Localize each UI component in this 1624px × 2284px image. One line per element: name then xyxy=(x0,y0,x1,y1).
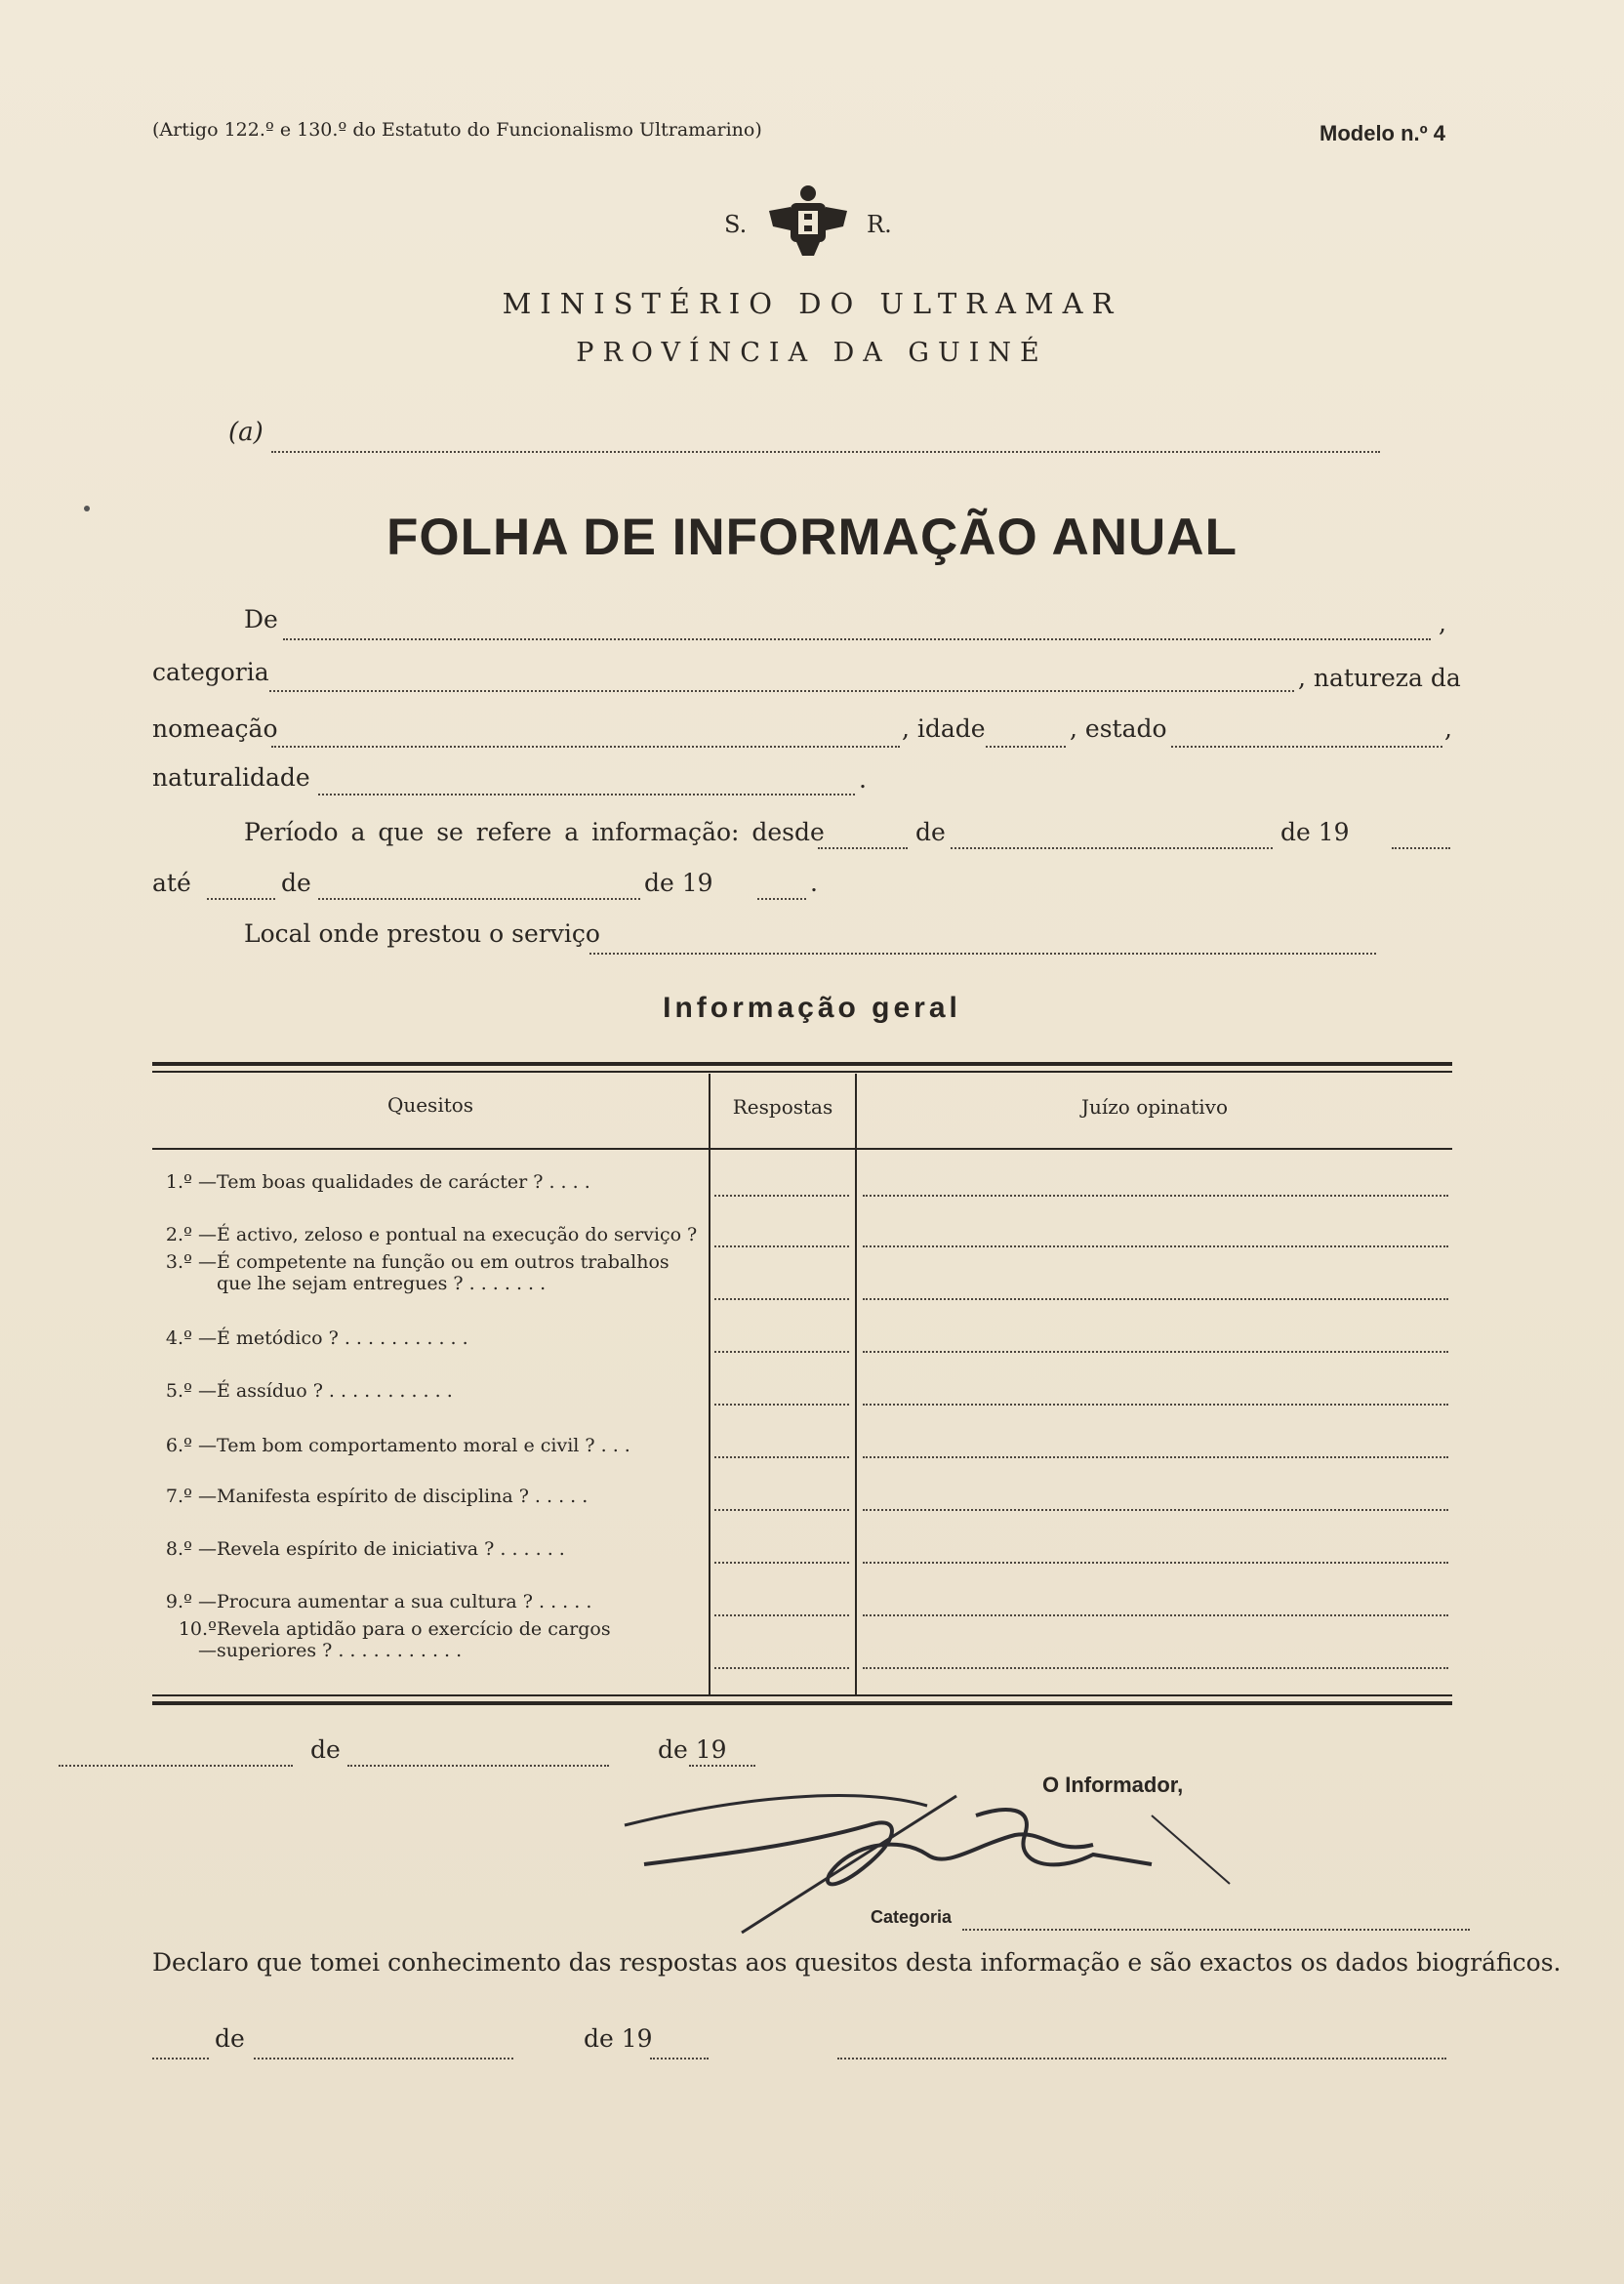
judgement-line[interactable] xyxy=(863,1509,1448,1511)
judgement-line[interactable] xyxy=(863,1245,1448,1247)
question-row xyxy=(160,1251,709,1294)
de-word: de xyxy=(915,818,946,846)
table-rule xyxy=(152,1694,1452,1696)
employee-signature-line[interactable] xyxy=(837,2058,1446,2060)
local-label: Local onde prestou o serviço xyxy=(244,919,600,948)
year-prefix: de 19 xyxy=(658,1735,727,1764)
question-row xyxy=(160,1327,709,1349)
answer-line[interactable] xyxy=(714,1245,849,1247)
periodo-month-line[interactable] xyxy=(951,847,1273,849)
coat-of-arms-icon xyxy=(761,182,855,264)
answer-line[interactable] xyxy=(714,1456,849,1458)
estado-label: , estado xyxy=(1070,714,1167,743)
question-text: É competente na função ou em outros trabalhos que lhe sejam entregues ? . . . . . . . xyxy=(217,1251,670,1294)
question-row xyxy=(160,1618,709,1661)
sr-right: R. xyxy=(867,211,892,238)
ate-month-line[interactable] xyxy=(318,898,640,900)
de-word: de xyxy=(281,869,311,897)
comma: , xyxy=(1444,714,1452,743)
idade-line[interactable] xyxy=(986,746,1066,748)
question-number: 2.º — xyxy=(165,1224,217,1245)
judgement-line[interactable] xyxy=(863,1562,1448,1564)
question-row xyxy=(160,1171,709,1193)
de-word: de xyxy=(310,1735,341,1764)
periodo-year-line[interactable] xyxy=(1392,847,1450,849)
sr-left: S. xyxy=(724,211,748,238)
question-number: 4.º — xyxy=(165,1327,217,1349)
answer-line[interactable] xyxy=(714,1195,849,1197)
table-column-divider xyxy=(855,1074,857,1694)
natureza-label: , natureza da xyxy=(1298,664,1461,692)
de-word: de xyxy=(215,2024,245,2053)
declaration-month-line[interactable] xyxy=(254,2058,513,2060)
a-label: (a) xyxy=(228,418,264,447)
periodo-day-line[interactable] xyxy=(818,847,908,849)
question-number: 5.º — xyxy=(165,1380,217,1402)
question-number: 6.º — xyxy=(165,1435,217,1456)
service-line[interactable] xyxy=(271,451,1380,453)
question-row xyxy=(160,1538,709,1560)
question-number: 7.º — xyxy=(165,1486,217,1507)
question-number: 8.º — xyxy=(165,1538,217,1560)
answer-line[interactable] xyxy=(714,1351,849,1353)
question-row xyxy=(160,1591,709,1612)
answer-line[interactable] xyxy=(714,1562,849,1564)
question-text: É metódico ? . . . . . . . . . . . xyxy=(217,1327,468,1349)
question-row xyxy=(160,1380,709,1402)
name-line[interactable] xyxy=(283,638,1431,640)
ate-day-line[interactable] xyxy=(207,898,275,900)
ate-label: até xyxy=(152,869,191,897)
table-rule xyxy=(152,1062,1452,1066)
model-number: Modelo n.º 4 xyxy=(1320,121,1446,145)
naturalidade-line[interactable] xyxy=(318,794,855,795)
declaration-year-line[interactable] xyxy=(650,2058,709,2060)
month-line[interactable] xyxy=(347,1765,609,1767)
table-rule xyxy=(152,1701,1452,1705)
question-row xyxy=(160,1435,709,1456)
categoria-signature-label: Categoria xyxy=(871,1907,953,1927)
question-text: Revela espírito de iniciativa ? . . . . . . xyxy=(217,1538,565,1560)
question-number: 10.º — xyxy=(178,1618,217,1661)
section-title: Informação geral xyxy=(663,992,961,1024)
naturalidade-label: naturalidade xyxy=(152,763,310,792)
question-text: Tem boas qualidades de carácter ? . . . . xyxy=(217,1171,590,1193)
place-date-line[interactable] xyxy=(59,1765,293,1767)
idade-label: , idade xyxy=(902,714,986,743)
categoria-line[interactable] xyxy=(269,690,1294,692)
estado-line[interactable] xyxy=(1171,746,1442,748)
nomeacao-label: nomeação xyxy=(152,714,278,743)
answer-line[interactable] xyxy=(714,1614,849,1616)
question-number: 9.º — xyxy=(165,1591,217,1612)
nomeacao-line[interactable] xyxy=(271,746,900,748)
declaration-text: Declaro que tomei conhecimento das respostas aos quesitos desta informação e são exactos os dados biográficos. xyxy=(152,1948,1562,1977)
header-juizo: Juízo opinativo xyxy=(1080,1095,1229,1119)
table-rule xyxy=(152,1071,1452,1073)
question-number: 3.º — xyxy=(165,1251,217,1273)
declaration-day-line[interactable] xyxy=(152,2058,209,2060)
reverse-bleed xyxy=(917,127,924,157)
question-text: Tem bom comportamento moral e civil ? . . . xyxy=(217,1435,630,1456)
question-text: É assíduo ? . . . . . . . . . . . xyxy=(217,1380,453,1402)
categoria-label: categoria xyxy=(152,658,269,686)
question-row xyxy=(160,1224,709,1245)
year-prefix: de 19 xyxy=(1280,818,1350,846)
form-title: FOLHA DE INFORMAÇÃO ANUAL xyxy=(386,509,1238,566)
year-prefix: de 19 xyxy=(644,869,713,897)
year-prefix: de 19 xyxy=(584,2024,653,2053)
ate-year-line[interactable] xyxy=(757,898,806,900)
header-respostas: Respostas xyxy=(732,1095,833,1119)
header-quesitos: Quesitos xyxy=(386,1093,474,1117)
de-label: De xyxy=(244,605,278,633)
province-title: PROVÍNCIA DA GUINÉ xyxy=(576,338,1048,368)
table-rule xyxy=(152,1148,1452,1150)
informant-category-line[interactable] xyxy=(962,1929,1470,1931)
statute-reference: (Artigo 122.º e 130.º do Estatuto do Funcionalismo Ultramarino) xyxy=(152,119,762,141)
local-line[interactable] xyxy=(589,953,1376,955)
period-mark: . xyxy=(810,869,818,897)
periodo-label: Período a que se refere a informação: desde xyxy=(244,818,825,846)
answer-line[interactable] xyxy=(714,1667,849,1669)
question-text: É activo, zeloso e pontual na execução do serviço ? xyxy=(217,1224,698,1245)
ministry-title: MINISTÉRIO DO ULTRAMAR xyxy=(502,287,1122,320)
question-text: Revela aptidão para o exercício de cargos superiores ? . . . . . . . . . . . xyxy=(217,1618,611,1661)
period-mark: . xyxy=(859,765,867,794)
table-column-divider xyxy=(709,1074,710,1694)
question-number: 1.º — xyxy=(165,1171,217,1193)
answer-line[interactable] xyxy=(714,1509,849,1511)
judgement-line[interactable] xyxy=(863,1195,1448,1197)
question-text: Manifesta espírito de disciplina ? . . . . . xyxy=(217,1486,589,1507)
judgement-line[interactable] xyxy=(863,1667,1448,1669)
question-text: Procura aumentar a sua cultura ? . . . . . xyxy=(217,1591,592,1612)
answer-line[interactable] xyxy=(714,1298,849,1300)
judgement-line[interactable] xyxy=(863,1351,1448,1353)
judgement-line[interactable] xyxy=(863,1404,1448,1406)
judgement-line[interactable] xyxy=(863,1456,1448,1458)
informant-label: O Informador, xyxy=(1042,1773,1184,1797)
answer-line[interactable] xyxy=(714,1404,849,1406)
question-row xyxy=(160,1486,709,1507)
judgement-line[interactable] xyxy=(863,1298,1448,1300)
judgement-line[interactable] xyxy=(863,1614,1448,1616)
year-line[interactable] xyxy=(689,1765,755,1767)
comma: , xyxy=(1439,609,1446,637)
